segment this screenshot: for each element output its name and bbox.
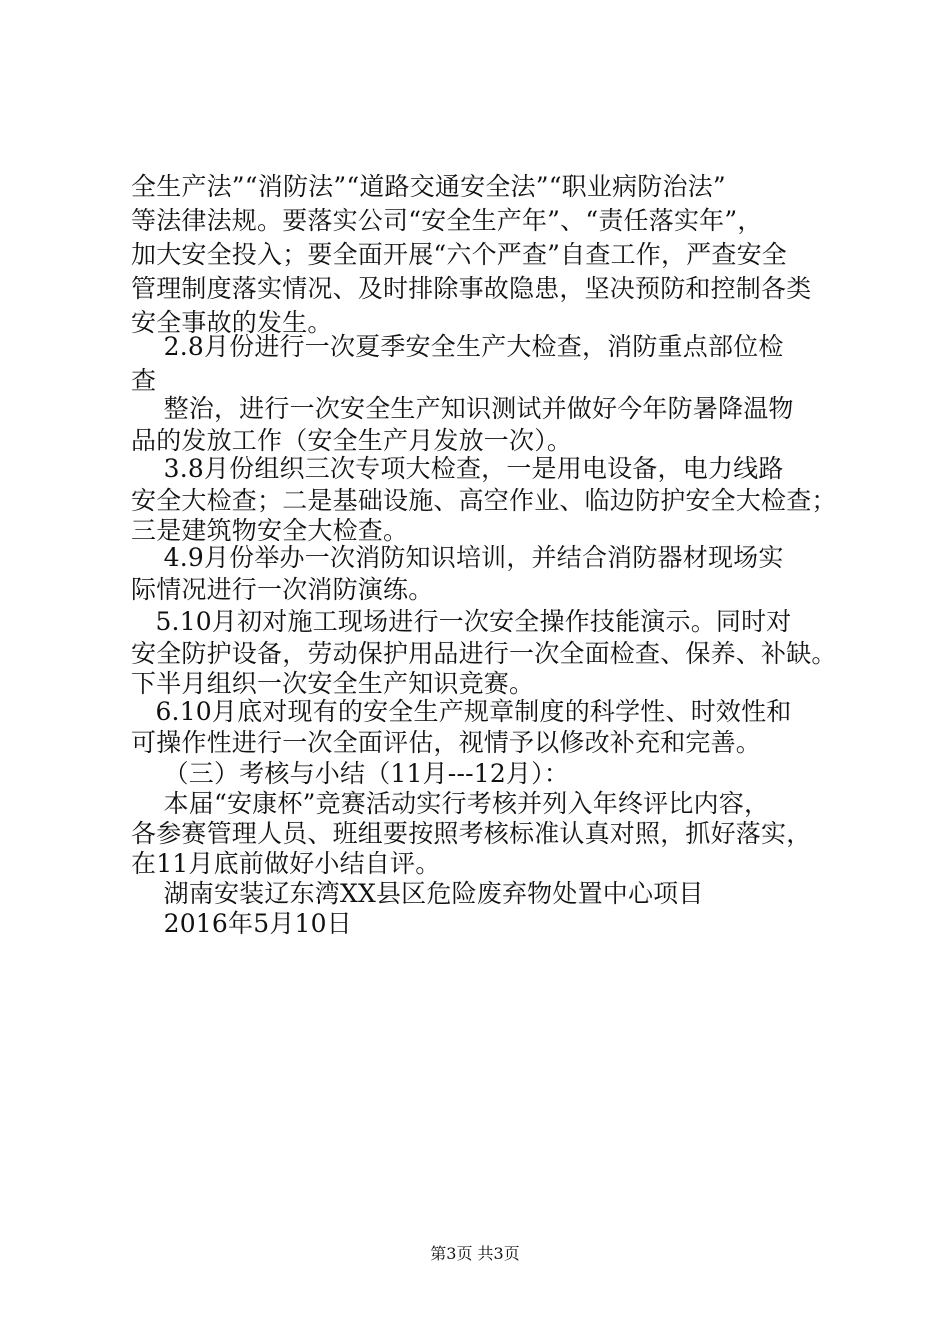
body-text-line: 安全大检查；二是基础设施、高空作业、临边防护安全大检查； [131,486,837,515]
body-text-line: 管理制度落实情况、及时排除事故隐患，坚决预防和控制各类 [131,274,812,303]
body-text-line: 三是建筑物安全大检查。 [131,516,409,545]
signature-date: 2016年5月10日 [131,909,352,938]
body-text-line: 查 [131,366,157,395]
body-text-line: 下半月组织一次安全生产知识竞赛。 [131,669,535,698]
body-text-line: 3.8月份组织三次专项大检查，一是用电设备，电力线路 [131,454,784,483]
body-text-line: 2.8月份进行一次夏季安全生产大检查，消防重点部位检 [131,332,784,361]
body-text-line: 可操作性进行一次全面评估，视情予以修改补充和完善。 [131,728,762,757]
section-heading: （三）考核与小结（11月---12月）： [131,759,570,788]
body-text-line: 际情况进行一次消防演练。 [131,575,434,604]
body-text-line: 全生产法”“消防法”“道路交通安全法”“职业病防治法” [131,172,726,201]
body-text-line: 6.10月底对现有的安全生产规章制度的科学性、时效性和 [131,697,792,726]
signature-organization: 湖南安装辽东湾XX县区危险废弃物处置中心项目 [131,879,704,908]
body-text-line: 品的发放工作（安全生产月发放一次）。 [131,426,573,455]
page-number-footer: 第3页 共3页 [430,1244,520,1263]
body-text-line: 整治，进行一次安全生产知识测试并做好今年防暑降温物 [131,394,794,423]
body-text-line: 4.9月份举办一次消防知识培训，并结合消防器材现场实 [131,543,784,572]
body-text-line: 安全防护设备，劳动保护用品进行一次全面检查、保养、补缺。 [131,639,837,668]
body-text-line: 本届“安康杯”竞赛活动实行考核并列入年终评比内容， [131,789,770,818]
body-text-line: 各参赛管理人员、班组要按照考核标准认真对照，抓好落实， [131,819,812,848]
body-text-line: 安全事故的发生。 [131,308,333,337]
body-text-line: 等法律法规。要落实公司“安全生产年”、“责任落实年”， [131,206,763,235]
body-text-line: 加大安全投入；要全面开展“六个严查”自查工作，严查安全 [131,240,787,269]
body-text-line: 5.10月初对施工现场进行一次安全操作技能演示。同时对 [131,607,792,636]
body-text-line: 在11月底前做好小结自评。 [131,849,441,878]
